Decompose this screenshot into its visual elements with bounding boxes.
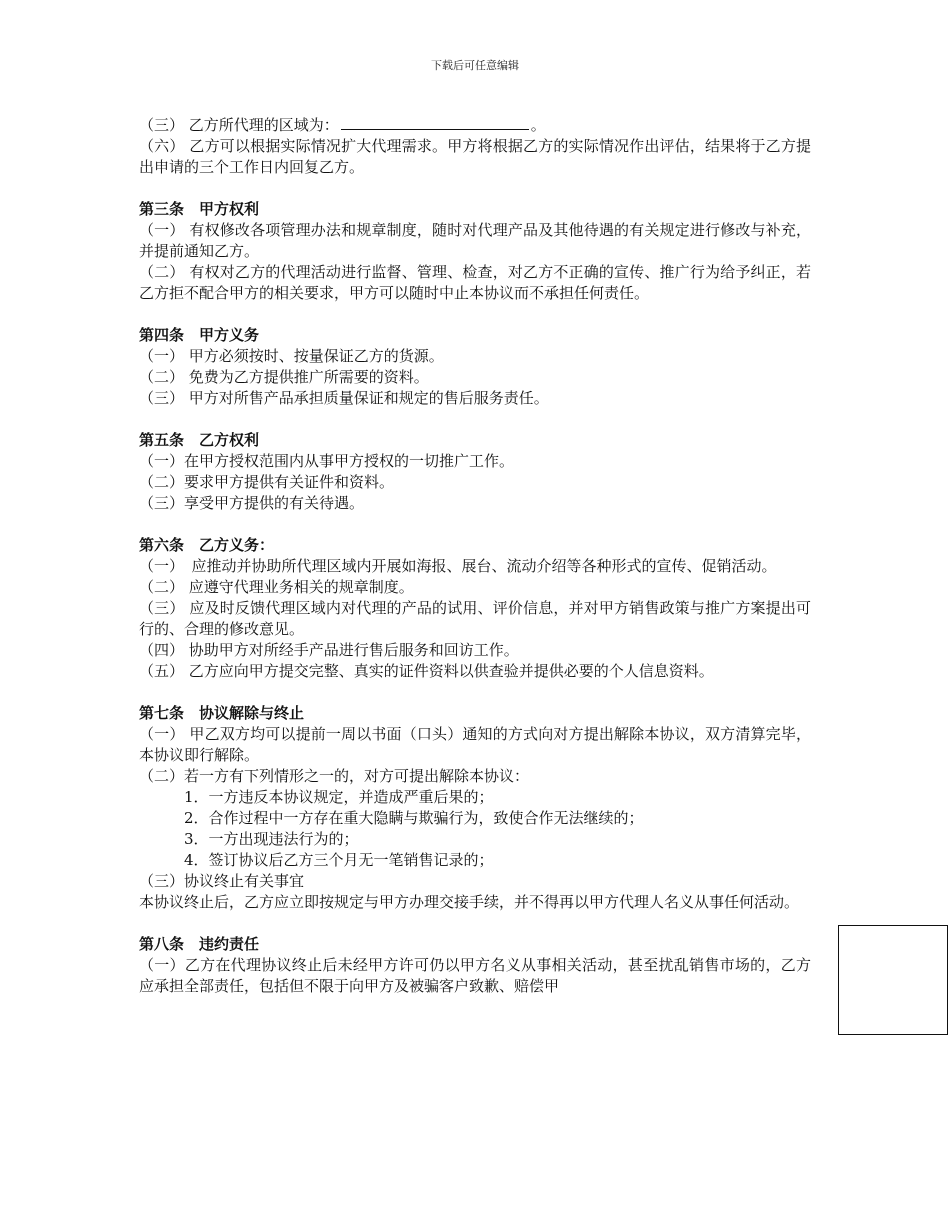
termination-condition: 3．一方出现违法行为的； — [184, 830, 359, 848]
article-7-item: （二）若一方有下列情形之一的，对方可提出解除本协议： — [139, 767, 530, 785]
region-clause-text: （三） 乙方所代理的区域为： — [139, 116, 339, 134]
article-6-title: 第六条 乙方义务： — [139, 536, 275, 554]
contract-body — [139, 115, 811, 997]
article-5 — [139, 430, 811, 514]
article-5-item: （三）享受甲方提供的有关待遇。 — [139, 494, 365, 512]
article-5-item: （二）要求甲方提供有关证件和资料。 — [139, 473, 395, 491]
article-3-item: （一） 有权修改各项管理办法和规章制度，随时对代理产品及其他待遇的有关规定进行修改与补充，并提前通知乙方。 — [139, 221, 811, 260]
article-6-item: （四） 协助甲方对所经手产品进行售后服务和回访工作。 — [139, 641, 519, 659]
region-clause-end: 。 — [530, 116, 546, 134]
region-clause — [139, 115, 811, 136]
article-5-title: 第五条 乙方权利 — [139, 431, 260, 449]
article-8-item: （一）乙方在代理协议终止后未经甲方许可仍以甲方名义从事相关活动，甚至扰乱销售市场的，乙方应承担全部责任，包括但不限于向甲方及被骗客户致歉、赔偿甲 — [139, 956, 811, 995]
article-5-item: （一）在甲方授权范围内从事甲方授权的一切推广工作。 — [139, 452, 515, 470]
article-7-item: （三）协议终止有关事宜 — [139, 872, 305, 890]
article-8 — [139, 934, 811, 997]
termination-condition: 1．一方违反本协议规定，并造成严重后果的； — [184, 788, 494, 806]
article-3 — [139, 199, 811, 304]
article-4-item: （一） 甲方必须按时、按量保证乙方的货源。 — [139, 347, 444, 365]
article-3-title: 第三条 甲方权利 — [139, 200, 260, 218]
header-note: 下载后可任意编辑 — [431, 59, 519, 72]
article-6-item: （五） 乙方应向甲方提交完整、真实的证件资料以供查验并提供必要的个人信息资料。 — [139, 662, 714, 680]
termination-condition: 4．签订协议后乙方三个月无一笔销售记录的； — [184, 851, 494, 869]
article-8-title: 第八条 违约责任 — [139, 935, 260, 953]
article-3-item: （二） 有权对乙方的代理活动进行监督、管理、检查，对乙方不正确的宣传、推广行为给予纠正，若乙方拒不配合甲方的相关要求，甲方可以随时中止本协议而不承担任何责任。 — [139, 263, 811, 302]
termination-condition: 2．合作过程中一方存在重大隐瞒与欺骗行为，致使合作无法继续的； — [184, 809, 644, 827]
article-6 — [139, 535, 811, 682]
article-7-title: 第七条 协议解除与终止 — [139, 704, 305, 722]
expand-clause: （六） 乙方可以根据实际情况扩大代理需求。甲方将根据乙方的实际情况作出评估，结果将于乙方提出申请的三个工作日内回复乙方。 — [139, 137, 811, 176]
article-4-item: （三） 甲方对所售产品承担质量保证和规定的售后服务责任。 — [139, 389, 549, 407]
article-6-item: （二） 应遵守代理业务相关的规章制度。 — [139, 578, 414, 596]
article-4 — [139, 325, 811, 409]
region-blank-line[interactable] — [341, 115, 529, 130]
article-4-title: 第四条 甲方义务 — [139, 326, 260, 344]
article-6-item: （三） 应及时反馈代理区域内对代理的产品的试用、评价信息，并对甲方销售政策与推广方案提出可行的、合理的修改意见。 — [139, 599, 811, 638]
article-7-item: （一） 甲乙双方均可以提前一周以书面（口头）通知的方式向对方提出解除本协议，双方清算完毕，本协议即行解除。 — [139, 725, 811, 764]
article-7-item-body: 本协议终止后，乙方应立即按规定与甲方办理交接手续，并不得再以甲方代理人名义从事任何活动。 — [139, 893, 800, 911]
article-6-item: （一） 应推动并协助所代理区域内开展如海报、展台、流动介绍等各种形式的宣传、促销活动。 — [139, 557, 777, 575]
article-7 — [139, 703, 811, 913]
article-4-item: （二） 免费为乙方提供推广所需要的资料。 — [139, 368, 429, 386]
margin-box — [838, 925, 948, 1035]
